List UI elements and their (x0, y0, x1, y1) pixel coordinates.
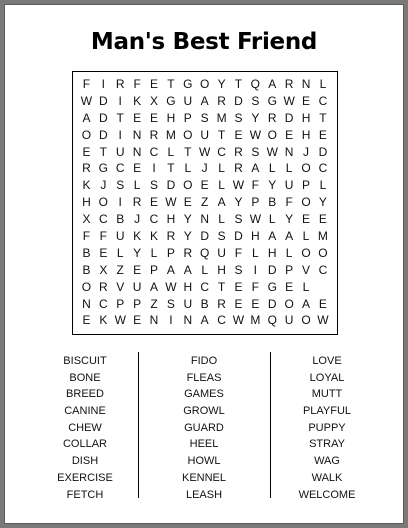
grid-letter: C (217, 313, 226, 328)
grid-letter: W (165, 195, 177, 210)
grid-letter: F (251, 279, 260, 294)
grid-letter: D (99, 93, 108, 108)
grid-letter: A (150, 279, 159, 294)
grid-letter: D (234, 93, 243, 108)
grid-letter: A (200, 93, 209, 108)
grid-letter: E (82, 144, 91, 159)
word-list-item: FETCH (66, 488, 104, 501)
grid-letter: O (301, 313, 311, 328)
grid-letter: Y (183, 212, 192, 227)
grid-letter: A (217, 195, 226, 210)
grid-letter: E (133, 313, 142, 328)
grid-letter: I (101, 77, 105, 91)
grid-letter: K (99, 313, 108, 328)
word-list-item: BREED (66, 388, 104, 401)
grid-letter: N (149, 313, 159, 328)
grid-letter: A (82, 110, 91, 125)
grid-letter: L (133, 178, 141, 193)
grid-letter: O (301, 245, 311, 260)
grid-letter: G (267, 279, 277, 294)
grid-letter: R (234, 161, 243, 176)
grid-letter: E (133, 262, 142, 277)
word-list-item: LEASH (185, 488, 223, 501)
grid-letter: X (150, 93, 159, 108)
grid-letter: X (99, 262, 108, 277)
grid-letter: W (199, 144, 211, 159)
grid-letter: S (150, 178, 159, 193)
grid-letter: Y (217, 77, 226, 91)
word-list-item: PLAYFUL (302, 405, 352, 418)
word-list-item: CANINE (64, 405, 106, 418)
grid-letter: T (217, 127, 226, 142)
grid-letter: U (115, 229, 125, 244)
grid-letter: L (150, 245, 158, 260)
grid-letter: J (134, 212, 141, 227)
grid-letter: V (302, 262, 311, 277)
grid-letter: R (132, 195, 142, 210)
grid-letter: R (267, 110, 277, 125)
grid-letter: U (115, 144, 125, 159)
grid-letter: F (285, 195, 293, 210)
grid-letter: C (200, 279, 210, 294)
grid-letter: H (166, 212, 176, 227)
grid-letter: F (251, 178, 260, 193)
grid-letter: H (82, 195, 91, 210)
grid-letter: M (216, 110, 227, 125)
word-list-item: MUTT (311, 388, 343, 401)
grid-letter: L (302, 279, 310, 294)
grid-letter: B (82, 262, 91, 277)
grid-letter: L (319, 178, 327, 193)
grid-letter: K (133, 229, 142, 244)
grid-letter: D (166, 178, 176, 193)
grid-letter: E (318, 296, 327, 311)
grid-letter: W (283, 93, 295, 108)
grid-letter: E (302, 93, 311, 108)
word-list-item: WAG (314, 455, 340, 468)
grid-letter: Y (285, 212, 294, 227)
grid-letter: F (82, 77, 91, 91)
grid-letter: G (166, 93, 176, 108)
grid-letter: E (285, 279, 294, 294)
word-list-item: FIDO (190, 355, 218, 367)
grid-letter: D (99, 110, 108, 125)
word-list-column-2 (144, 353, 264, 503)
grid-letter: J (201, 161, 208, 176)
grid-letter: G (98, 161, 108, 176)
grid-letter: E (133, 110, 142, 125)
grid-letter: W (232, 313, 245, 328)
word-list-item: HOWL (187, 455, 221, 468)
word-list-item: COLLAR (62, 438, 108, 451)
grid-letter: R (183, 245, 193, 260)
grid-letter: L (319, 77, 327, 91)
grid-letter: O (200, 77, 210, 91)
grid-letter: O (98, 195, 108, 210)
grid-letter: I (118, 127, 122, 142)
letter-grid-box (72, 71, 338, 335)
grid-letter: C (99, 212, 108, 227)
grid-letter: E (150, 110, 159, 125)
grid-letter: N (200, 212, 210, 227)
grid-letter: T (99, 144, 107, 159)
grid-letter: P (285, 262, 294, 277)
grid-letter: Y (183, 229, 192, 244)
grid-letter: C (217, 144, 226, 159)
grid-letter: A (200, 313, 209, 328)
grid-letter: E (133, 161, 142, 176)
grid-letter: Y (251, 110, 260, 125)
grid-letter: L (167, 144, 175, 159)
grid-letter: O (267, 127, 277, 142)
word-list-item: GUARD (184, 421, 224, 434)
grid-letter: N (183, 313, 193, 328)
grid-letter: H (217, 262, 226, 277)
grid-letter: R (217, 296, 226, 311)
grid-letter: D (284, 110, 294, 125)
word-list-item: WELCOME (298, 488, 356, 501)
grid-letter: H (183, 279, 193, 294)
grid-letter: C (149, 144, 159, 159)
word-list-column-1 (25, 353, 145, 503)
grid-letter: S (166, 296, 175, 311)
grid-letter: E (99, 245, 108, 260)
grid-letter: L (218, 178, 225, 193)
grid-letter: T (184, 144, 192, 159)
grid-letter: E (150, 77, 159, 91)
grid-letter: L (116, 245, 124, 260)
word-list-item: DISH (71, 455, 99, 468)
grid-letter: Z (150, 296, 158, 311)
grid-letter: A (285, 229, 294, 244)
grid-letter: O (301, 195, 311, 210)
grid-letter: I (253, 262, 258, 277)
grid-letter: B (116, 212, 125, 227)
grid-letter: E (234, 127, 243, 142)
grid-letter: I (152, 161, 156, 176)
word-list-item: HEEL (189, 438, 219, 451)
grid-letter: C (318, 161, 328, 176)
grid-letter: D (234, 229, 243, 244)
grid-letter: S (200, 110, 209, 125)
grid-letter: O (183, 127, 193, 142)
grid-letter: R (284, 77, 294, 91)
word-list-item: STRAY (309, 438, 345, 451)
grid-letter: F (99, 229, 107, 244)
grid-letter: O (183, 178, 193, 193)
grid-letter: W (249, 127, 262, 142)
grid-letter: F (133, 77, 141, 91)
grid-letter: E (318, 212, 327, 227)
word-list-item: LOYAL (309, 371, 345, 384)
grid-letter: P (183, 110, 192, 125)
grid-letter: L (184, 161, 192, 176)
grid-letter: N (132, 127, 142, 142)
grid-letter: H (166, 110, 176, 125)
word-list-item: EXERCISE (57, 471, 113, 484)
grid-letter: L (285, 161, 293, 176)
grid-letter: P (150, 262, 159, 277)
grid-letter: I (118, 195, 122, 210)
grid-letter: A (302, 296, 311, 311)
word-list-item: BONE (69, 371, 101, 384)
grid-letter: P (133, 296, 142, 311)
grid-letter: F (234, 245, 243, 260)
grid-letter: W (80, 93, 93, 108)
grid-letter: H (301, 127, 311, 142)
column-divider (138, 352, 139, 498)
grid-letter: U (200, 127, 210, 142)
grid-letter: O (81, 279, 92, 294)
grid-letter: E (302, 212, 311, 227)
grid-letter: B (82, 245, 91, 260)
word-list-item: WALK (311, 471, 343, 484)
grid-letter: L (218, 161, 225, 176)
grid-letter (314, 279, 331, 296)
page-title: Man's Best Friend (90, 29, 318, 55)
grid-letter: O (81, 127, 92, 142)
grid-letter: P (302, 178, 311, 193)
grid-letter: R (166, 229, 176, 244)
grid-letter: X (82, 212, 91, 227)
grid-letter: Q (267, 313, 277, 328)
grid-letter: J (100, 178, 107, 193)
grid-letter: M (250, 313, 261, 328)
word-list-item: GROWL (183, 405, 225, 418)
word-list-item: FLEAS (186, 371, 222, 384)
grid-letter: H (267, 245, 277, 260)
puzzle-page (4, 4, 404, 524)
grid-letter: W (232, 178, 245, 193)
grid-letter: S (251, 144, 260, 159)
grid-letter: M (317, 229, 328, 244)
grid-letter: E (234, 296, 243, 311)
grid-letter: G (183, 77, 193, 91)
grid-letter: L (285, 245, 293, 260)
grid-letter: K (82, 178, 91, 193)
grid-letter: U (183, 296, 193, 311)
grid-letter: C (318, 93, 328, 108)
grid-letter: O (301, 161, 311, 176)
grid-letter: C (318, 262, 328, 277)
grid-letter: R (234, 144, 243, 159)
word-list-item: GAMES (184, 388, 224, 401)
grid-letter: P (116, 296, 125, 311)
grid-letter: W (266, 144, 278, 159)
grid-letter: Z (201, 195, 209, 210)
word-list-item: PUPPY (308, 421, 346, 434)
grid-letter: B (268, 195, 277, 210)
grid-letter: L (252, 245, 259, 260)
grid-letter: G (267, 93, 277, 108)
grid-letter: S (116, 178, 125, 193)
grid-letter: Y (133, 245, 142, 260)
grid-letter: R (115, 77, 125, 91)
grid-letter: W (249, 212, 262, 227)
grid-letter: L (268, 161, 276, 176)
grid-letter: E (150, 195, 159, 210)
grid-letter: C (115, 161, 125, 176)
grid-letter: U (132, 279, 142, 294)
grid-letter: A (183, 262, 192, 277)
grid-letter: H (251, 229, 260, 244)
grid-letter: N (132, 144, 142, 159)
grid-letter: S (234, 212, 243, 227)
grid-letter: R (217, 93, 226, 108)
grid-letter: J (303, 144, 310, 159)
letter-grid (78, 76, 331, 329)
grid-letter: L (201, 262, 209, 277)
grid-letter: U (183, 93, 193, 108)
grid-letter: B (200, 296, 209, 311)
grid-letter: T (167, 77, 175, 91)
grid-letter: Q (200, 245, 210, 260)
grid-letter: S (234, 110, 243, 125)
grid-letter: Q (250, 77, 261, 91)
word-list-item: CHEW (68, 421, 102, 434)
grid-letter: D (318, 144, 328, 159)
grid-letter: R (82, 161, 91, 176)
grid-letter: P (251, 195, 260, 210)
word-list-column-3 (267, 353, 387, 503)
grid-letter: H (301, 110, 311, 125)
grid-letter: W (317, 313, 329, 328)
grid-letter: O (284, 296, 294, 311)
grid-letter: E (285, 127, 294, 142)
grid-letter: E (200, 178, 209, 193)
grid-letter: T (167, 161, 175, 176)
grid-letter: K (150, 229, 159, 244)
grid-letter: T (116, 110, 124, 125)
grid-letter: C (99, 296, 108, 311)
grid-letter: P (166, 245, 175, 260)
grid-letter: D (267, 296, 277, 311)
grid-letter: D (200, 229, 210, 244)
grid-letter: A (268, 229, 277, 244)
grid-letter: M (165, 127, 176, 142)
grid-letter: A (268, 77, 277, 91)
grid-letter: T (319, 110, 327, 125)
grid-letter: E (251, 296, 260, 311)
grid-letter: N (284, 144, 294, 159)
grid-letter: A (166, 262, 175, 277)
grid-letter: S (251, 93, 260, 108)
grid-letter: W (165, 279, 177, 294)
grid-letter: T (234, 77, 243, 91)
grid-letter: E (234, 279, 243, 294)
grid-letter: U (284, 313, 294, 328)
grid-letter: I (169, 313, 173, 328)
grid-letter: Z (116, 262, 124, 277)
grid-letter: Y (234, 195, 243, 210)
grid-letter: F (82, 229, 91, 244)
grid-letter: U (284, 178, 294, 193)
grid-letter: C (149, 212, 159, 227)
grid-letter: N (301, 77, 311, 91)
word-list-item: LOVE (312, 355, 342, 367)
word-list-item: KENNEL (181, 471, 227, 484)
grid-letter: R (149, 127, 159, 142)
grid-letter: A (251, 161, 260, 176)
grid-letter: D (99, 127, 108, 142)
grid-letter: S (234, 262, 243, 277)
grid-letter: O (318, 245, 328, 260)
grid-letter: R (99, 279, 108, 294)
grid-letter: L (302, 229, 310, 244)
grid-letter: U (217, 245, 226, 260)
grid-letter: Y (268, 178, 277, 193)
grid-letter: K (133, 93, 142, 108)
word-list-item: BISCUIT (63, 355, 107, 367)
grid-letter: S (217, 229, 226, 244)
grid-letter: L (268, 212, 276, 227)
grid-letter: Y (318, 195, 327, 210)
grid-letter: W (114, 313, 126, 328)
grid-letter: E (183, 195, 192, 210)
grid-letter: I (118, 93, 122, 108)
grid-letter: V (116, 279, 125, 294)
grid-letter: D (267, 262, 277, 277)
grid-letter: E (318, 127, 327, 142)
grid-letter: L (218, 212, 225, 227)
grid-letter: N (82, 296, 91, 311)
grid-letter: T (217, 279, 226, 294)
grid-letter: E (82, 313, 91, 328)
